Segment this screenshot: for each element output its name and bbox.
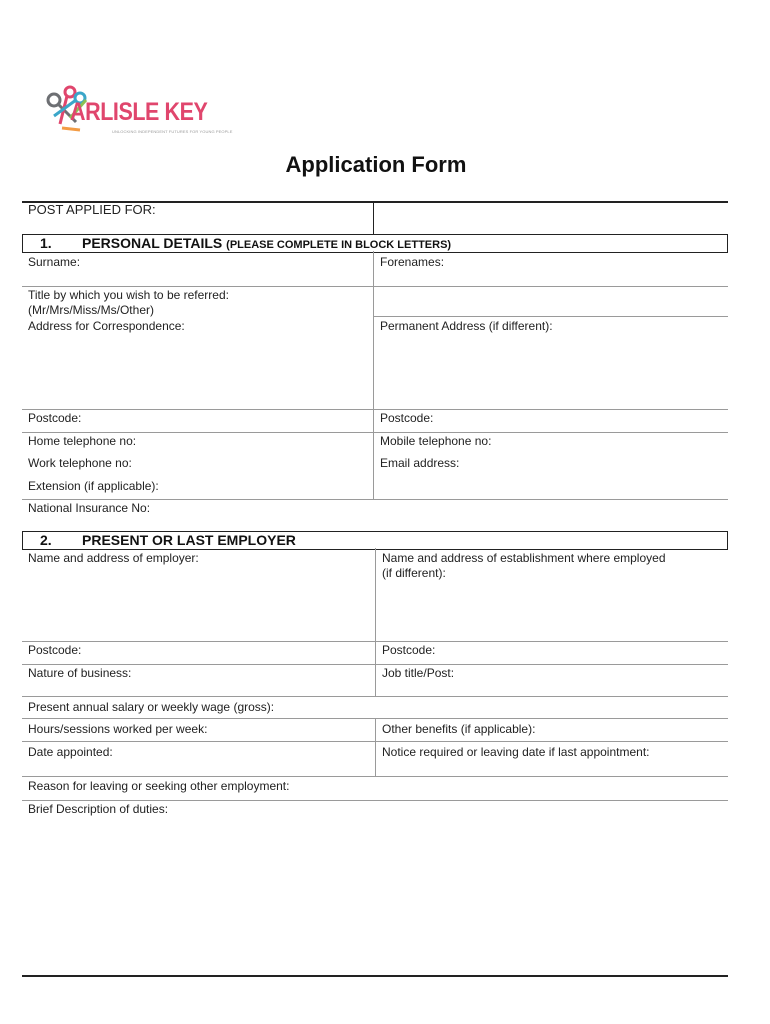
forenames-field[interactable] <box>374 270 726 286</box>
section1-title <box>82 235 451 251</box>
extension-label: Extension (if applicable): <box>28 479 159 493</box>
section2-number: 2. <box>40 532 52 548</box>
section2-divider-bottom <box>375 718 376 776</box>
work-telephone-label: Work telephone no: <box>28 456 132 470</box>
permanent-address-label: Permanent Address (if different): <box>380 319 553 333</box>
duties-field[interactable] <box>22 818 726 973</box>
rule-12 <box>22 800 728 801</box>
national-insurance-field[interactable] <box>180 500 726 518</box>
page-title: Application Form <box>285 152 467 177</box>
address-correspondence-field[interactable] <box>22 334 372 408</box>
employer-postcode-right-label: Postcode: <box>382 643 436 657</box>
rule-7 <box>22 664 728 665</box>
job-title-label: Job title/Post: <box>382 666 455 680</box>
postcode-left-label: Postcode: <box>28 411 82 425</box>
reason-leaving-label: Reason for leaving or seeking other employment: <box>28 779 290 793</box>
date-appointed-label: Date appointed: <box>28 745 113 759</box>
logo-wordmark: ARLISLE KEY <box>70 98 208 126</box>
establishment-sub-label: (if different): <box>382 566 446 580</box>
forenames-label: Forenames: <box>380 255 445 269</box>
duties-label: Brief Description of duties: <box>28 802 169 816</box>
employer-label: Name and address of employer: <box>28 551 199 565</box>
title-options-label: (Mr/Mrs/Miss/Ms/Other) <box>28 303 154 317</box>
rule-10 <box>22 741 728 742</box>
section1-title-main: PERSONAL DETAILS <box>82 235 223 251</box>
address-correspondence-label: Address for Correspondence: <box>28 319 185 333</box>
rule-bottom <box>22 975 728 977</box>
logo-tagline: UNLOCKING INDEPENDENT FUTURES FOR YOUNG PEOPLE <box>112 129 233 134</box>
notice-label: Notice required or leaving date if last appointment: <box>382 745 650 759</box>
benefits-label: Other benefits (if applicable): <box>382 722 536 736</box>
hours-label: Hours/sessions worked per week: <box>28 722 208 736</box>
section2-title: PRESENT OR LAST EMPLOYER <box>82 532 296 548</box>
national-insurance-label: National Insurance No: <box>28 501 151 515</box>
rule-2 <box>374 316 728 317</box>
carlisle-key-logo <box>40 78 233 138</box>
title-referred-label: Title by which you wish to be referred: <box>28 288 229 302</box>
employer-postcode-left-label: Postcode: <box>28 643 82 657</box>
section1-number: 1. <box>40 235 52 251</box>
rule-3 <box>22 409 728 410</box>
rule-8 <box>22 696 728 697</box>
establishment-label: Name and address of establishment where employed <box>382 551 666 565</box>
employer-field[interactable] <box>22 568 374 640</box>
mobile-telephone-label: Mobile telephone no: <box>380 434 492 448</box>
postcode-right-label: Postcode: <box>380 411 434 425</box>
salary-label: Present annual salary or weekly wage (gross): <box>28 700 275 714</box>
surname-field[interactable] <box>22 270 372 286</box>
title-field[interactable] <box>374 287 726 315</box>
establishment-field[interactable] <box>376 582 726 640</box>
permanent-address-field[interactable] <box>374 334 726 408</box>
rule-4 <box>22 432 728 433</box>
post-applied-field[interactable] <box>374 202 726 234</box>
post-applied-label: POST APPLIED FOR: <box>28 202 156 217</box>
rule-6 <box>22 641 728 642</box>
section1-subtitle: (PLEASE COMPLETE IN BLOCK LETTERS) <box>226 239 452 251</box>
home-telephone-label: Home telephone no: <box>28 434 137 448</box>
surname-label: Surname: <box>28 255 81 269</box>
rule-11 <box>22 776 728 777</box>
nature-business-label: Nature of business: <box>28 666 132 680</box>
email-label: Email address: <box>380 456 460 470</box>
